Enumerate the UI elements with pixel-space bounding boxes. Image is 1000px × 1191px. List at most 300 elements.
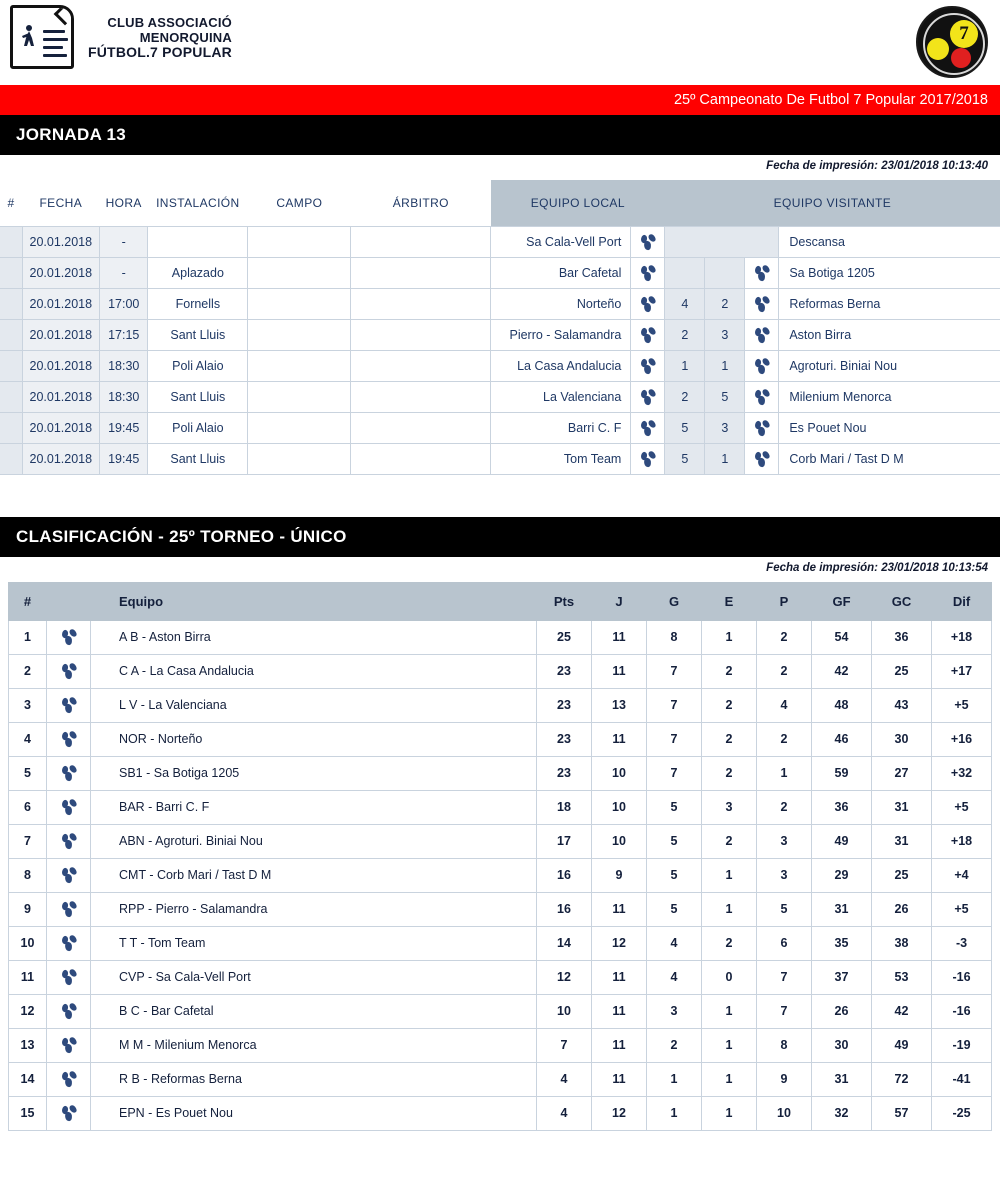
- standings-team: BAR - Barri C. F: [91, 790, 537, 824]
- match-referee: [351, 257, 491, 288]
- badge-number: 7: [950, 20, 978, 48]
- standings-dif: -41: [932, 1062, 992, 1096]
- standings-e: 2: [702, 688, 757, 722]
- standings-crest: [47, 790, 91, 824]
- team-crest-icon: [640, 327, 656, 343]
- standings-e: 1: [702, 858, 757, 892]
- standings-p: 9: [757, 1062, 812, 1096]
- standings-dif: +5: [932, 790, 992, 824]
- standings-team: ABN - Agroturi. Biniai Nou: [91, 824, 537, 858]
- team-crest-icon: [61, 1037, 77, 1053]
- standings-crest: [47, 756, 91, 790]
- team-crest-icon: [61, 901, 77, 917]
- standings-dif: +4: [932, 858, 992, 892]
- standings-position: 7: [9, 824, 47, 858]
- home-team-crest: [631, 412, 665, 443]
- home-team-name: Norteño: [491, 288, 631, 319]
- home-score: 2: [665, 319, 705, 350]
- standings-pts: 10: [537, 994, 592, 1028]
- standings-crest: [47, 1028, 91, 1062]
- standings-j: 11: [592, 892, 647, 926]
- home-team-crest: [631, 226, 665, 257]
- standings-pts: 23: [537, 654, 592, 688]
- standings-pts: 23: [537, 688, 592, 722]
- standings-g: 7: [647, 688, 702, 722]
- match-row[interactable]: [0, 350, 1000, 381]
- standings-position: 9: [9, 892, 47, 926]
- standings-j: 11: [592, 960, 647, 994]
- club-name-line2: MENORQUINA: [139, 29, 232, 45]
- match-field: [248, 257, 351, 288]
- standings-team: RPP - Pierro - Salamandra: [91, 892, 537, 926]
- score-merged-cell: [665, 226, 779, 257]
- standings-dif: -16: [932, 994, 992, 1028]
- standings-gc: 57: [872, 1096, 932, 1130]
- standings-e: 1: [702, 1028, 757, 1062]
- match-time: -: [100, 226, 148, 257]
- team-crest-icon: [640, 358, 656, 374]
- match-date: 20.01.2018: [22, 226, 100, 257]
- standings-team: SB1 - Sa Botiga 1205: [91, 756, 537, 790]
- match-row[interactable]: [0, 443, 1000, 474]
- standings-crest: [47, 620, 91, 654]
- away-score: 1: [705, 350, 745, 381]
- standings-row[interactable]: [9, 756, 992, 790]
- standings-j: 11: [592, 1062, 647, 1096]
- match-time: 17:15: [100, 319, 148, 350]
- away-team-name: Milenium Menorca: [779, 381, 1000, 412]
- match-row[interactable]: [0, 412, 1000, 443]
- match-referee: [351, 288, 491, 319]
- clasificacion-section-bar: [0, 517, 1000, 557]
- home-team-crest: [631, 350, 665, 381]
- match-row[interactable]: [0, 288, 1000, 319]
- standings-p: 2: [757, 722, 812, 756]
- match-field: [248, 319, 351, 350]
- home-score: 1: [665, 350, 705, 381]
- standings-gc: 38: [872, 926, 932, 960]
- home-team-name: Tom Team: [491, 443, 631, 474]
- match-num: [0, 412, 22, 443]
- standings-pts: 17: [537, 824, 592, 858]
- standings-p: 2: [757, 790, 812, 824]
- standings-e: 2: [702, 654, 757, 688]
- home-team-name: Sa Cala-Vell Port: [491, 226, 631, 257]
- standings-crest: [47, 1062, 91, 1096]
- standings-dif: +32: [932, 756, 992, 790]
- standings-team: C A - La Casa Andalucia: [91, 654, 537, 688]
- away-score: [705, 257, 745, 288]
- standings-crest: [47, 926, 91, 960]
- standings-p: 3: [757, 824, 812, 858]
- col-p: P: [757, 582, 812, 620]
- standings-table: [8, 582, 992, 1131]
- standings-gc: 25: [872, 654, 932, 688]
- standings-g: 2: [647, 1028, 702, 1062]
- standings-gf: 30: [812, 1028, 872, 1062]
- club-name: [88, 15, 232, 60]
- away-score: 5: [705, 381, 745, 412]
- standings-dif: +5: [932, 892, 992, 926]
- standings-header-row: [9, 582, 992, 620]
- standings-position: 4: [9, 722, 47, 756]
- standings-gf: 37: [812, 960, 872, 994]
- standings-row[interactable]: [9, 824, 992, 858]
- team-crest-icon: [61, 1105, 77, 1121]
- match-referee: [351, 350, 491, 381]
- team-crest-icon: [754, 451, 770, 467]
- standings-j: 11: [592, 620, 647, 654]
- match-installation: Aplazado: [148, 257, 248, 288]
- standings-gf: 35: [812, 926, 872, 960]
- team-crest-icon: [61, 867, 77, 883]
- team-crest-icon: [754, 265, 770, 281]
- standings-g: 5: [647, 858, 702, 892]
- standings-gc: 53: [872, 960, 932, 994]
- col-crest: [47, 582, 91, 620]
- standings-gf: 49: [812, 824, 872, 858]
- match-referee: [351, 319, 491, 350]
- standings-e: 1: [702, 892, 757, 926]
- standings-crest: [47, 1096, 91, 1130]
- championship-title: 25º Campeonato De Futbol 7 Popular 2017/2018: [673, 92, 988, 108]
- col-gc: GC: [872, 582, 932, 620]
- home-team-name: Pierro - Salamandra: [491, 319, 631, 350]
- match-time: 18:30: [100, 381, 148, 412]
- team-crest-icon: [61, 663, 77, 679]
- col-num: #: [0, 180, 22, 226]
- team-crest-icon: [754, 296, 770, 312]
- standings-gc: 43: [872, 688, 932, 722]
- away-team-name: Aston Birra: [779, 319, 1000, 350]
- standings-g: 1: [647, 1062, 702, 1096]
- jornada-section-bar: [0, 115, 1000, 155]
- standings-j: 9: [592, 858, 647, 892]
- standings-gc: 42: [872, 994, 932, 1028]
- standings-row[interactable]: [9, 722, 992, 756]
- standings-e: 1: [702, 620, 757, 654]
- match-installation: Sant Lluis: [148, 443, 248, 474]
- standings-e: 1: [702, 1096, 757, 1130]
- match-num: [0, 443, 22, 474]
- standings-position: 2: [9, 654, 47, 688]
- match-field: [248, 350, 351, 381]
- standings-row[interactable]: [9, 960, 992, 994]
- match-field: [248, 381, 351, 412]
- standings-j: 10: [592, 790, 647, 824]
- away-score: 3: [705, 319, 745, 350]
- standings-gf: 32: [812, 1096, 872, 1130]
- standings-team: T T - Tom Team: [91, 926, 537, 960]
- match-date: 20.01.2018: [22, 288, 100, 319]
- home-team-name: Barri C. F: [491, 412, 631, 443]
- standings-p: 10: [757, 1096, 812, 1130]
- standings-crest: [47, 654, 91, 688]
- col-hora: HORA: [100, 180, 148, 226]
- match-row[interactable]: [0, 226, 1000, 257]
- away-team-name: Descansa: [779, 226, 1000, 257]
- team-crest-icon: [754, 327, 770, 343]
- match-num: [0, 319, 22, 350]
- championship-banner: [0, 85, 1000, 115]
- standings-e: 2: [702, 926, 757, 960]
- standings-dif: +18: [932, 620, 992, 654]
- team-crest-icon: [640, 265, 656, 281]
- standings-dif: -3: [932, 926, 992, 960]
- standings-row[interactable]: [9, 926, 992, 960]
- standings-gf: 26: [812, 994, 872, 1028]
- standings-pts: 14: [537, 926, 592, 960]
- standings-p: 6: [757, 926, 812, 960]
- match-installation: [148, 226, 248, 257]
- match-num: [0, 226, 22, 257]
- standings-row[interactable]: [9, 688, 992, 722]
- standings-gf: 31: [812, 1062, 872, 1096]
- clasificacion-title: CLASIFICACIÓN - 25º TORNEO - ÚNICO: [16, 526, 347, 546]
- standings-row[interactable]: [9, 1062, 992, 1096]
- standings-g: 5: [647, 892, 702, 926]
- col-equipo-visitante: EQUIPO VISITANTE: [665, 180, 1000, 226]
- standings-team: NOR - Norteño: [91, 722, 537, 756]
- match-installation: Poli Alaio: [148, 412, 248, 443]
- col-j: J: [592, 582, 647, 620]
- standings-team: B C - Bar Cafetal: [91, 994, 537, 1028]
- standings-position: 11: [9, 960, 47, 994]
- team-crest-icon: [640, 296, 656, 312]
- standings-team: CVP - Sa Cala-Vell Port: [91, 960, 537, 994]
- standings-g: 7: [647, 654, 702, 688]
- standings-gc: 30: [872, 722, 932, 756]
- home-team-name: Bar Cafetal: [491, 257, 631, 288]
- matches-table-head: [0, 180, 1000, 226]
- team-crest-icon: [640, 389, 656, 405]
- home-team-crest: [631, 257, 665, 288]
- standings-j: 12: [592, 926, 647, 960]
- standings-pts: 16: [537, 892, 592, 926]
- team-crest-icon: [61, 833, 77, 849]
- standings-row[interactable]: [9, 1096, 992, 1130]
- standings-pts: 18: [537, 790, 592, 824]
- standings-dif: -16: [932, 960, 992, 994]
- standings-position: 12: [9, 994, 47, 1028]
- col-campo: CAMPO: [248, 180, 351, 226]
- team-crest-icon: [61, 969, 77, 985]
- club-logo: [10, 5, 232, 69]
- standings-row[interactable]: [9, 858, 992, 892]
- standings-crest: [47, 688, 91, 722]
- standings-g: 7: [647, 722, 702, 756]
- standings-g: 5: [647, 790, 702, 824]
- standings-position: 6: [9, 790, 47, 824]
- col-arbitro: ÁRBITRO: [351, 180, 491, 226]
- standings-crest: [47, 994, 91, 1028]
- standings-pts: 25: [537, 620, 592, 654]
- standings-g: 4: [647, 926, 702, 960]
- standings-dif: +16: [932, 722, 992, 756]
- standings-g: 1: [647, 1096, 702, 1130]
- standings-position: 14: [9, 1062, 47, 1096]
- col-pts: Pts: [537, 582, 592, 620]
- standings-j: 12: [592, 1096, 647, 1130]
- away-team-crest: [745, 288, 779, 319]
- standings-p: 7: [757, 994, 812, 1028]
- team-crest-icon: [61, 765, 77, 781]
- standings-pts: 12: [537, 960, 592, 994]
- clasificacion-print-date: Fecha de impresión: 23/01/2018 10:13:54: [766, 561, 988, 574]
- standings-team: M M - Milenium Menorca: [91, 1028, 537, 1062]
- standings-row[interactable]: [9, 892, 992, 926]
- standings-pts: 23: [537, 756, 592, 790]
- standings-row[interactable]: [9, 1028, 992, 1062]
- standings-e: 1: [702, 1062, 757, 1096]
- match-num: [0, 381, 22, 412]
- jornada-title: JORNADA 13: [16, 125, 127, 144]
- standings-gc: 27: [872, 756, 932, 790]
- standings-j: 11: [592, 1028, 647, 1062]
- away-score: 1: [705, 443, 745, 474]
- standings-j: 11: [592, 994, 647, 1028]
- match-num: [0, 257, 22, 288]
- match-date: 20.01.2018: [22, 381, 100, 412]
- standings-p: 1: [757, 756, 812, 790]
- standings-table-head: [9, 582, 992, 620]
- standings-pts: 23: [537, 722, 592, 756]
- standings-pts: 16: [537, 858, 592, 892]
- document-logo-icon: [10, 5, 74, 69]
- standings-p: 2: [757, 620, 812, 654]
- matches-header-row: [0, 180, 1000, 226]
- home-score: 5: [665, 412, 705, 443]
- team-crest-icon: [754, 358, 770, 374]
- match-time: 19:45: [100, 443, 148, 474]
- standings-p: 5: [757, 892, 812, 926]
- standings-e: 2: [702, 722, 757, 756]
- standings-crest: [47, 960, 91, 994]
- standings-dif: -25: [932, 1096, 992, 1130]
- standings-gf: 36: [812, 790, 872, 824]
- standings-pts: 7: [537, 1028, 592, 1062]
- team-crest-icon: [754, 389, 770, 405]
- standings-team: L V - La Valenciana: [91, 688, 537, 722]
- col-equipo-local: EQUIPO LOCAL: [491, 180, 665, 226]
- match-time: 18:30: [100, 350, 148, 381]
- standings-team: CMT - Corb Mari / Tast D M: [91, 858, 537, 892]
- standings-gf: 31: [812, 892, 872, 926]
- away-team-name: Sa Botiga 1205: [779, 257, 1000, 288]
- home-score: [665, 257, 705, 288]
- col-fecha: FECHA: [22, 180, 100, 226]
- away-score: 2: [705, 288, 745, 319]
- match-field: [248, 226, 351, 257]
- col-equipo: Equipo: [91, 582, 537, 620]
- standings-dif: -19: [932, 1028, 992, 1062]
- standings-dif: +18: [932, 824, 992, 858]
- away-team-crest: [745, 319, 779, 350]
- team-crest-icon: [61, 697, 77, 713]
- match-num: [0, 350, 22, 381]
- standings-e: 3: [702, 790, 757, 824]
- team-crest-icon: [640, 234, 656, 250]
- standings-position: 15: [9, 1096, 47, 1130]
- away-team-crest: [745, 443, 779, 474]
- team-crest-icon: [640, 420, 656, 436]
- standings-position: 1: [9, 620, 47, 654]
- standings-p: 7: [757, 960, 812, 994]
- match-time: 17:00: [100, 288, 148, 319]
- standings-e: 0: [702, 960, 757, 994]
- match-date: 20.01.2018: [22, 319, 100, 350]
- standings-gc: 31: [872, 824, 932, 858]
- home-score: 4: [665, 288, 705, 319]
- match-row[interactable]: [0, 257, 1000, 288]
- standings-gf: 46: [812, 722, 872, 756]
- away-team-crest: [745, 257, 779, 288]
- away-team-name: Reformas Berna: [779, 288, 1000, 319]
- match-date: 20.01.2018: [22, 443, 100, 474]
- away-team-crest: [745, 350, 779, 381]
- standings-g: 7: [647, 756, 702, 790]
- match-time: 19:45: [100, 412, 148, 443]
- yellow-ball-icon: [927, 38, 949, 60]
- team-crest-icon: [61, 1003, 77, 1019]
- standings-gc: 49: [872, 1028, 932, 1062]
- match-installation: Fornells: [148, 288, 248, 319]
- match-field: [248, 288, 351, 319]
- team-crest-icon: [61, 935, 77, 951]
- col-e: E: [702, 582, 757, 620]
- standings-gf: 54: [812, 620, 872, 654]
- standings-gc: 36: [872, 620, 932, 654]
- standings-dif: +17: [932, 654, 992, 688]
- team-crest-icon: [640, 451, 656, 467]
- match-row[interactable]: [0, 381, 1000, 412]
- away-score: 3: [705, 412, 745, 443]
- club-name-line1: CLUB ASSOCIACIÓ: [107, 14, 232, 30]
- match-referee: [351, 226, 491, 257]
- standings-gf: 29: [812, 858, 872, 892]
- match-installation: Sant Lluis: [148, 381, 248, 412]
- standings-j: 10: [592, 824, 647, 858]
- standings-p: 8: [757, 1028, 812, 1062]
- match-time: -: [100, 257, 148, 288]
- match-num: [0, 288, 22, 319]
- page-header: [0, 0, 1000, 85]
- player-silhouette-icon: [21, 24, 37, 54]
- standings-position: 13: [9, 1028, 47, 1062]
- matches-table-body: [0, 226, 1000, 474]
- away-team-crest: [745, 412, 779, 443]
- col-position: #: [9, 582, 47, 620]
- match-referee: [351, 381, 491, 412]
- standings-crest: [47, 824, 91, 858]
- home-score: 5: [665, 443, 705, 474]
- standings-crest: [47, 858, 91, 892]
- standings-row[interactable]: [9, 654, 992, 688]
- match-row[interactable]: [0, 319, 1000, 350]
- away-team-name: Corb Mari / Tast D M: [779, 443, 1000, 474]
- standings-p: 3: [757, 858, 812, 892]
- standings-row[interactable]: [9, 994, 992, 1028]
- standings-row[interactable]: [9, 620, 992, 654]
- col-gf: GF: [812, 582, 872, 620]
- match-field: [248, 412, 351, 443]
- standings-p: 4: [757, 688, 812, 722]
- away-team-crest: [745, 381, 779, 412]
- standings-crest: [47, 722, 91, 756]
- standings-row[interactable]: [9, 790, 992, 824]
- team-crest-icon: [61, 731, 77, 747]
- col-g: G: [647, 582, 702, 620]
